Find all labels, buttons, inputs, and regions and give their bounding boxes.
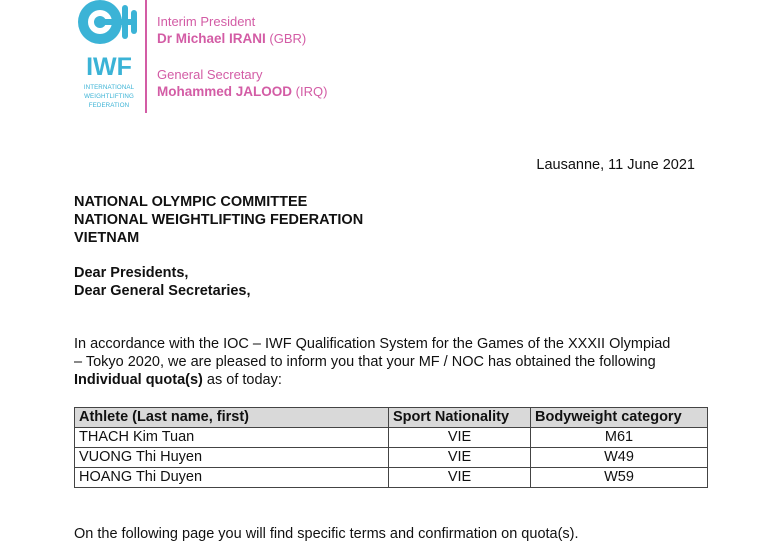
addressee-line: NATIONAL WEIGHTLIFTING FEDERATION	[74, 212, 364, 228]
date-line: Lausanne, 11 June 2021	[536, 157, 695, 173]
header-athlete: Athlete (Last name, first)	[75, 408, 389, 428]
cell-athlete: VUONG Thi Huyen	[75, 448, 389, 468]
body-bold-phrase: Individual quota(s)	[74, 372, 203, 388]
salutation-line: Dear Presidents,	[74, 265, 189, 281]
official-secretary	[157, 67, 327, 99]
salutation-line: Dear General Secretaries,	[74, 283, 251, 299]
salutation-block	[74, 264, 251, 300]
official-president	[157, 14, 306, 46]
body-tail: as of today:	[202, 372, 282, 388]
cell-category: W59	[531, 468, 708, 488]
header-divider	[145, 0, 147, 113]
body-line-2: – Tokyo 2020, we are pleased to inform you that your MF / NOC has obtained the following	[74, 354, 656, 370]
cell-nationality: VIE	[389, 448, 531, 468]
cell-category: W49	[531, 448, 708, 468]
official-name: Mohammed JALOOD	[157, 84, 293, 99]
body-paragraph	[74, 335, 714, 389]
logo-subline-1: INTERNATIONAL	[83, 84, 135, 91]
cell-nationality: VIE	[389, 468, 531, 488]
table-row	[75, 448, 708, 468]
official-role: Interim President	[157, 14, 256, 29]
official-country: (GBR)	[269, 31, 307, 46]
official-name: Dr Michael IRANI	[157, 31, 266, 46]
logo-wordmark: IWF	[86, 53, 132, 81]
cell-athlete: THACH Kim Tuan	[75, 428, 389, 448]
addressee-line: VIETNAM	[74, 230, 140, 246]
table-row	[75, 468, 708, 488]
official-country: (IRQ)	[295, 84, 328, 99]
header-category: Bodyweight category	[531, 408, 708, 428]
cell-category: M61	[531, 428, 708, 448]
footer-text: On the following page you will find specific terms and confirmation on quota(s).	[74, 526, 579, 542]
iwf-logo	[76, 0, 142, 112]
iwf-logo-mark-icon	[76, 0, 142, 52]
addressee-block	[74, 193, 363, 247]
addressee-line: NATIONAL OLYMPIC COMMITTEE	[74, 194, 308, 210]
body-line-1: In accordance with the IOC – IWF Qualification System for the Games of the XXXII Olympiad	[74, 336, 671, 352]
quota-table	[74, 407, 708, 488]
official-role: General Secretary	[157, 67, 263, 82]
cell-nationality: VIE	[389, 428, 531, 448]
logo-subline-3: FEDERATION	[88, 102, 130, 109]
cell-athlete: HOANG Thi Duyen	[75, 468, 389, 488]
table-row	[75, 428, 708, 448]
logo-subline-2: WEIGHTLIFTING	[84, 93, 134, 100]
table-header-row	[75, 408, 708, 428]
header-nationality: Sport Nationality	[389, 408, 531, 428]
